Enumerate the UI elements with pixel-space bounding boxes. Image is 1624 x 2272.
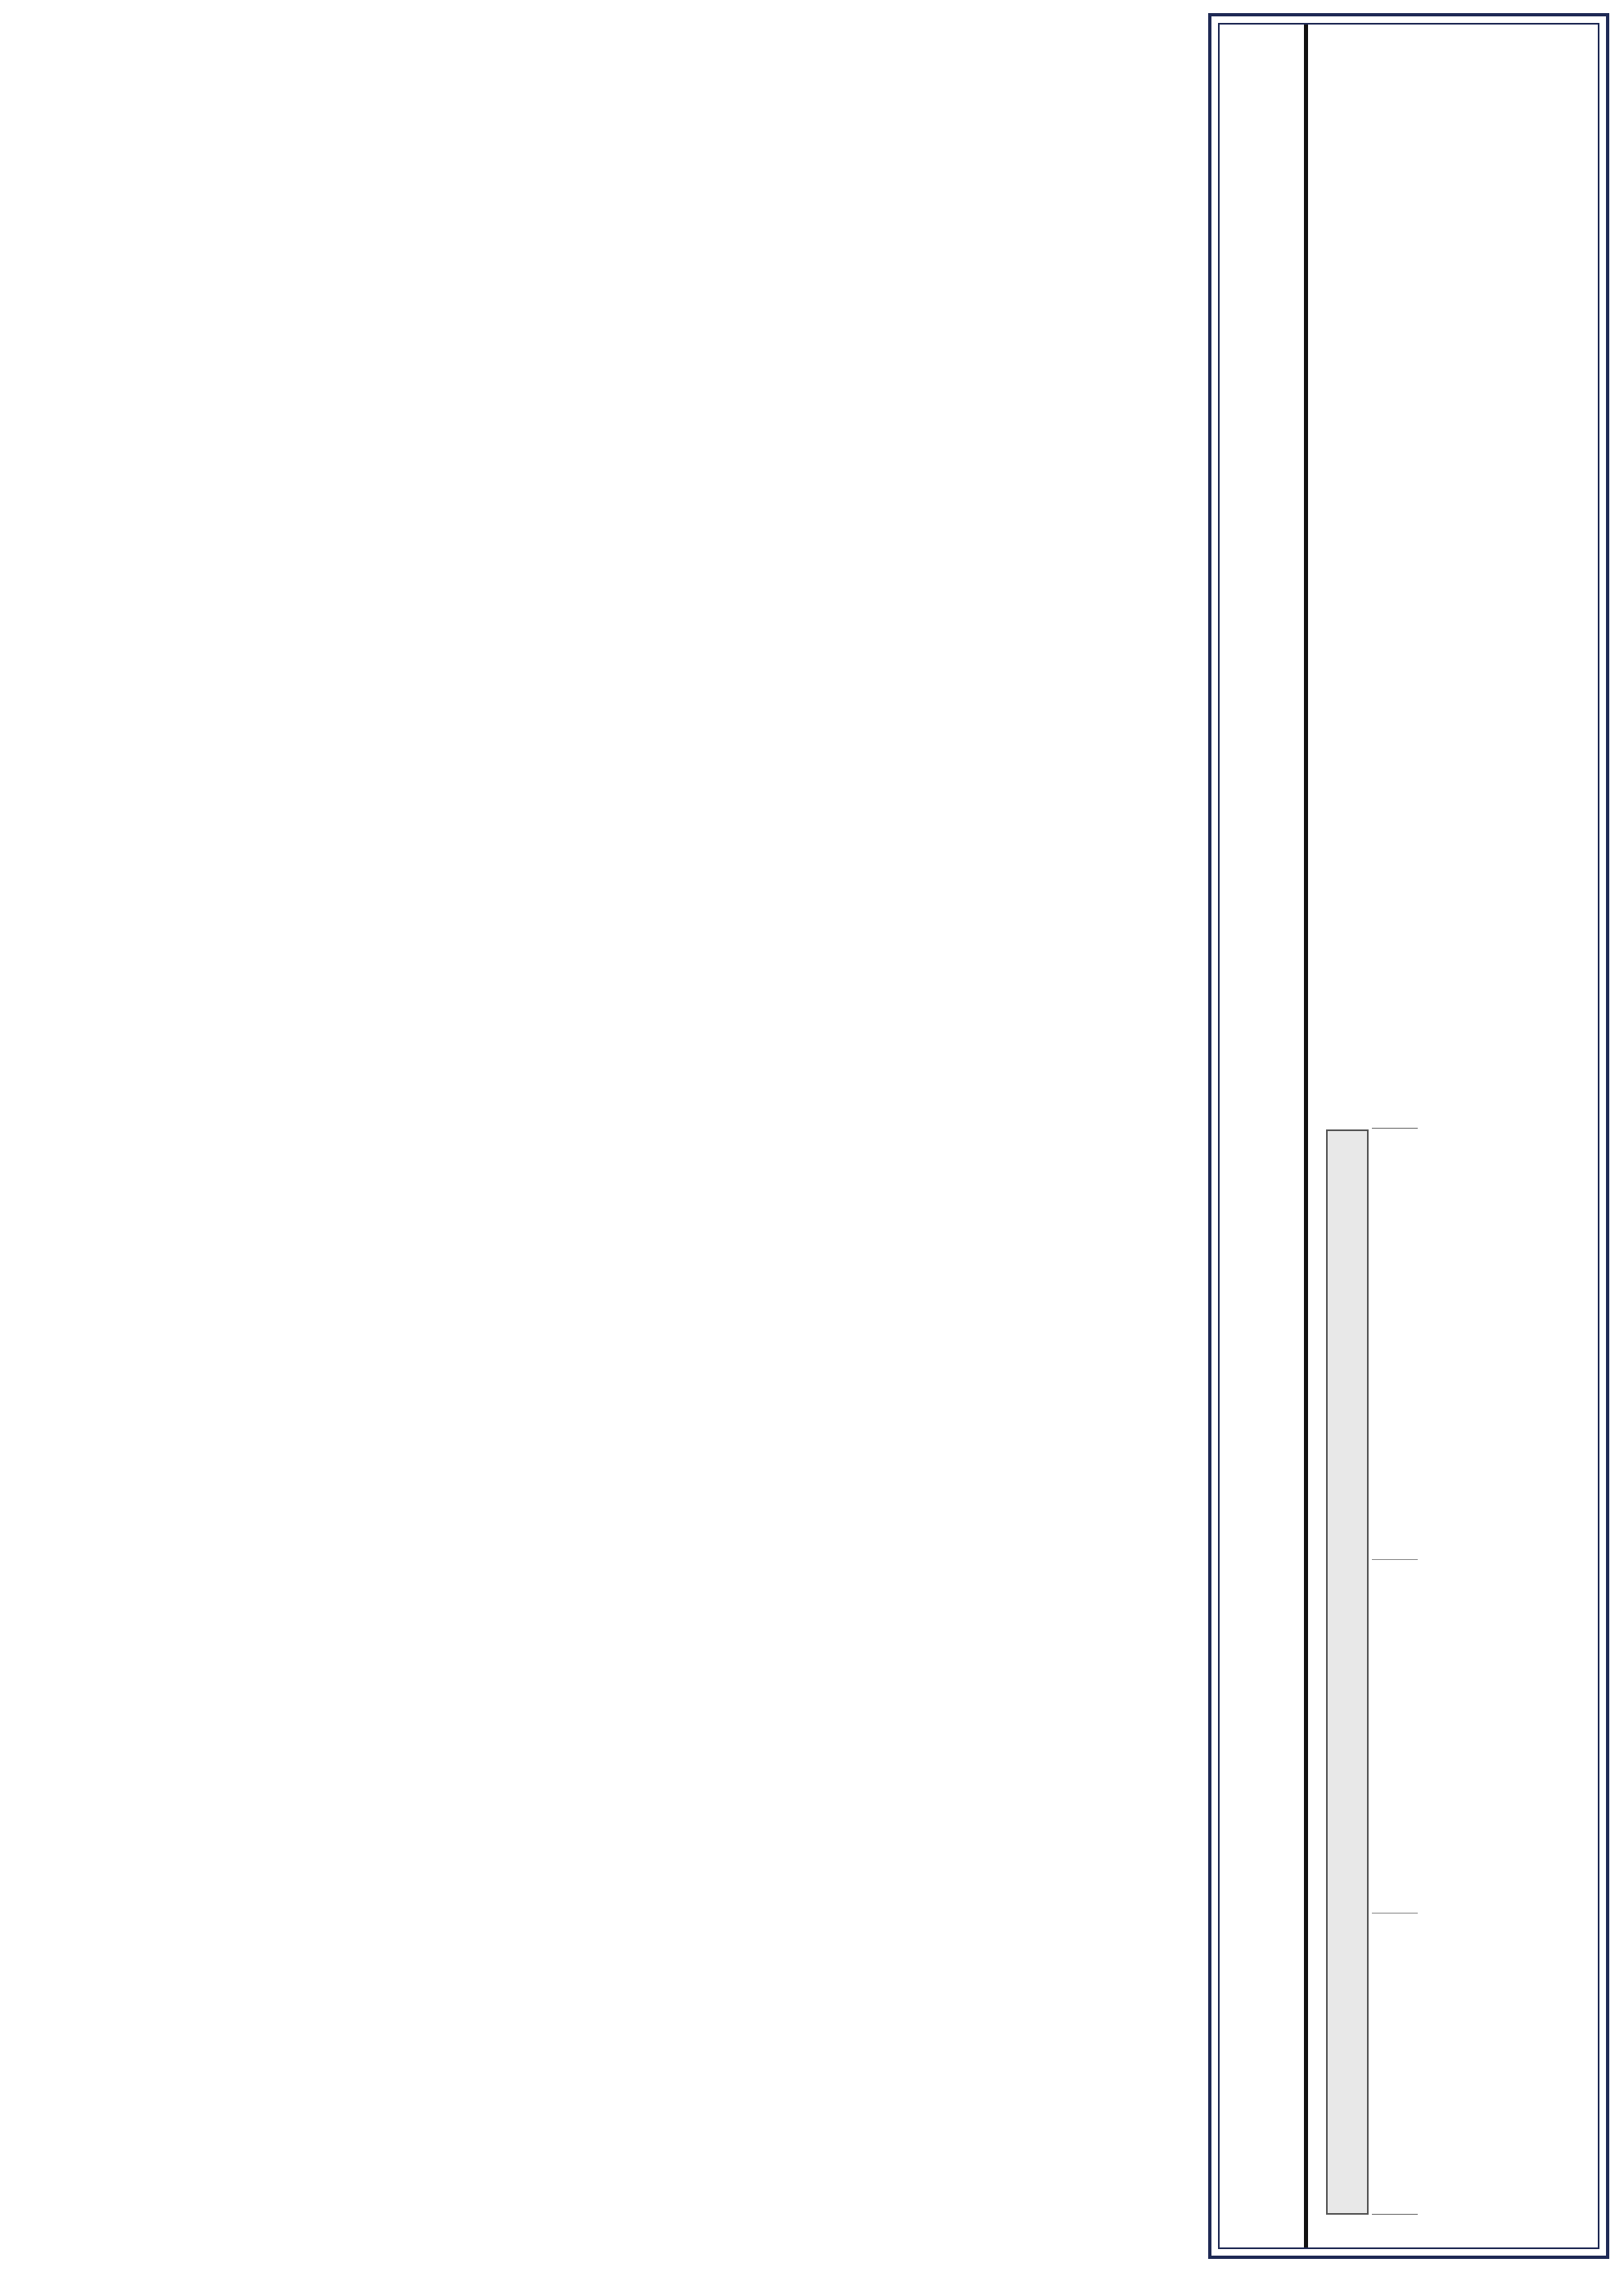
region-header-row bbox=[1372, 1128, 1418, 2215]
itu-band-title bbox=[1326, 1129, 1369, 2215]
itu-page-border bbox=[1218, 23, 1599, 2249]
itu-page-header bbox=[1220, 25, 1308, 2247]
itu-allocation-page bbox=[1208, 13, 1609, 2259]
region-header-divider bbox=[1372, 1913, 1418, 1914]
region-header-divider bbox=[1372, 1559, 1418, 1560]
